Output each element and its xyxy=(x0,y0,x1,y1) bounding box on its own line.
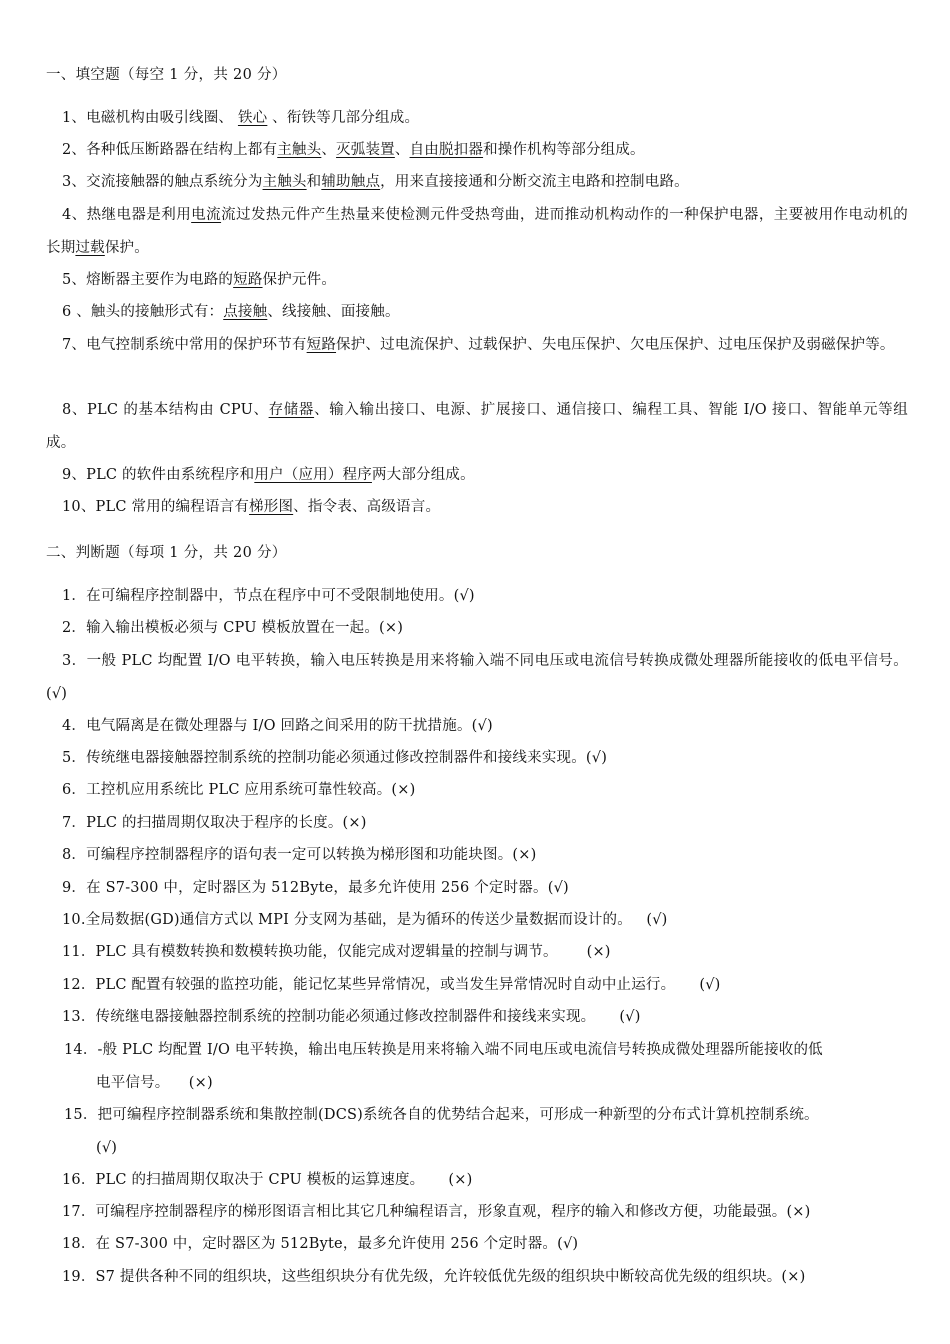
answer-blank: 点接触 xyxy=(223,304,268,320)
judge-item-4: 4．电气隔离是在微处理器与 I/O 回路之间采用的防干扰措施。(√) xyxy=(62,718,493,734)
judge-item-17: 17．可编程序控制器程序的梯形图语言相比其它几种编程语言，形象直观，程序的输入和修改方便，功能最强。(×) xyxy=(62,1204,811,1220)
fill-item-8: 8、PLC 的基本结构由 CPU、存储器、输入输出接口、电源、扩展接口、通信接口、编程工具、智能 I/O 接口、智能单元等组成。 xyxy=(46,402,908,451)
section-1-title: 一、填空题（每空 1 分，共 20 分） xyxy=(46,67,287,83)
answer-blank: 短路 xyxy=(233,272,263,288)
judge-item-12: 12．PLC 配置有较强的监控功能，能记忆某些异常情况，或当发生异常情况时自动中止运行。 (√) xyxy=(62,977,721,993)
judge-item-2: 2．输入输出模板必须与 CPU 模板放置在一起。(×) xyxy=(62,620,404,636)
judge-item-14: 14．-般 PLC 均配置 I/O 电平转换，输出电压转换是用来将输入端不同电压或电流信号转换成微处理器所能接收的低 电平信号。 (×) xyxy=(64,1042,823,1091)
section-2-title: 二、判断题（每项 1 分，共 20 分） xyxy=(46,545,287,561)
fill-item-6: 6 、触头的接触形式有：点接触、线接触、面接触。 xyxy=(62,304,400,320)
fill-item-4: 4、热继电器是利用电流流过发热元件产生热量来使检测元件受热弯曲，进而推动机构动作的一种保护电器，主要被用作电动机的长期过载保护。 xyxy=(46,207,908,256)
fill-item-7: 7、电气控制系统中常用的保护环节有短路保护、过电流保护、过载保护、失电压保护、欠电压保护、过电压保护及弱磁保护等。 xyxy=(62,337,895,353)
judge-item-19: 19．S7 提供各种不同的组织块，这些组织块分有优先级，允许较低优先级的组织块中断较高优先级的组织块。(×) xyxy=(62,1269,806,1285)
fill-item-5: 5、熔断器主要作为电路的短路保护元件。 xyxy=(62,272,337,288)
answer-blank: 灭弧装置 xyxy=(336,142,395,158)
answer-blank: 主触头 xyxy=(277,142,322,158)
fill-item-3: 3、交流接触器的触点系统分为主触头和辅助触点，用来直接接通和分断交流主电路和控制电路。 xyxy=(62,174,689,190)
answer-blank: 过载 xyxy=(75,239,105,256)
answer-blank: 铁心 xyxy=(237,110,268,126)
fill-item-9: 9、PLC 的软件由系统程序和用户（应用）程序两大部分组成。 xyxy=(62,467,475,483)
fill-item-1: 1、电磁机构由吸引线圈、 铁心 、衔铁等几部分组成。 xyxy=(62,110,420,126)
judge-item-18: 18．在 S7-300 中，定时器区为 512Byte，最多允许使用 256 个定时器。(√) xyxy=(62,1236,579,1252)
judge-item-5: 5．传统继电器接触器控制系统的控制功能必须通过修改控制器件和接线来实现。(√) xyxy=(62,750,608,766)
answer-blank: 梯形图 xyxy=(249,499,294,515)
answer-blank: 用户（应用）程序 xyxy=(254,467,372,483)
judge-item-7: 7．PLC 的扫描周期仅取决于程序的长度。(×) xyxy=(62,815,367,831)
judge-item-10: 10.全局数据(GD)通信方式以 MPI 分支网为基础，是为循环的传送少量数据而设计的。 (√) xyxy=(62,912,668,928)
judge-item-16: 16．PLC 的扫描周期仅取决于 CPU 模板的运算速度。 (×) xyxy=(62,1172,473,1188)
judge-item-8: 8．可编程序控制器程序的语句表一定可以转换为梯形图和功能块图。(×) xyxy=(62,847,537,863)
answer-blank: 存储器 xyxy=(268,402,315,418)
judge-item-11: 11．PLC 具有模数转换和数模转换功能，仅能完成对逻辑量的控制与调节。 (×) xyxy=(62,944,611,960)
answer-blank: 辅助触点 xyxy=(321,174,381,190)
answer-blank: 电流 xyxy=(191,207,222,223)
judge-item-13: 13．传统继电器接触器控制系统的控制功能必须通过修改控制器件和接线来实现。 (√) xyxy=(62,1009,641,1025)
answer-blank: 短路 xyxy=(306,337,337,353)
judge-item-3: 3．一般 PLC 均配置 I/O 电平转换，输入电压转换是用来将输入端不同电压或电流信号转换成微处理器所能接收的低电平信号。(√) xyxy=(46,653,908,702)
fill-item-2: 2、各种低压断路器在结构上都有主触头、灭弧装置、自由脱扣器和操作机构等部分组成。 xyxy=(62,142,645,158)
judge-item-15: 15．把可编程序控制器系统和集散控制(DCS)系统各自的优势结合起来，可形成一种新型的分布式计算机控制系统。 (√) xyxy=(64,1107,819,1156)
answer-blank: 自由脱扣器 xyxy=(409,142,484,158)
judge-item-1: 1．在可编程序控制器中，节点在程序中可不受限制地使用。(√) xyxy=(62,588,475,604)
judge-item-9: 9．在 S7-300 中，定时器区为 512Byte，最多允许使用 256 个定时器。(√) xyxy=(62,880,569,896)
fill-item-10: 10、PLC 常用的编程语言有梯形图、指令表、高级语言。 xyxy=(62,499,441,515)
judge-item-6: 6．工控机应用系统比 PLC 应用系统可靠性较高。(×) xyxy=(62,782,416,798)
answer-blank: 主触头 xyxy=(262,174,307,190)
